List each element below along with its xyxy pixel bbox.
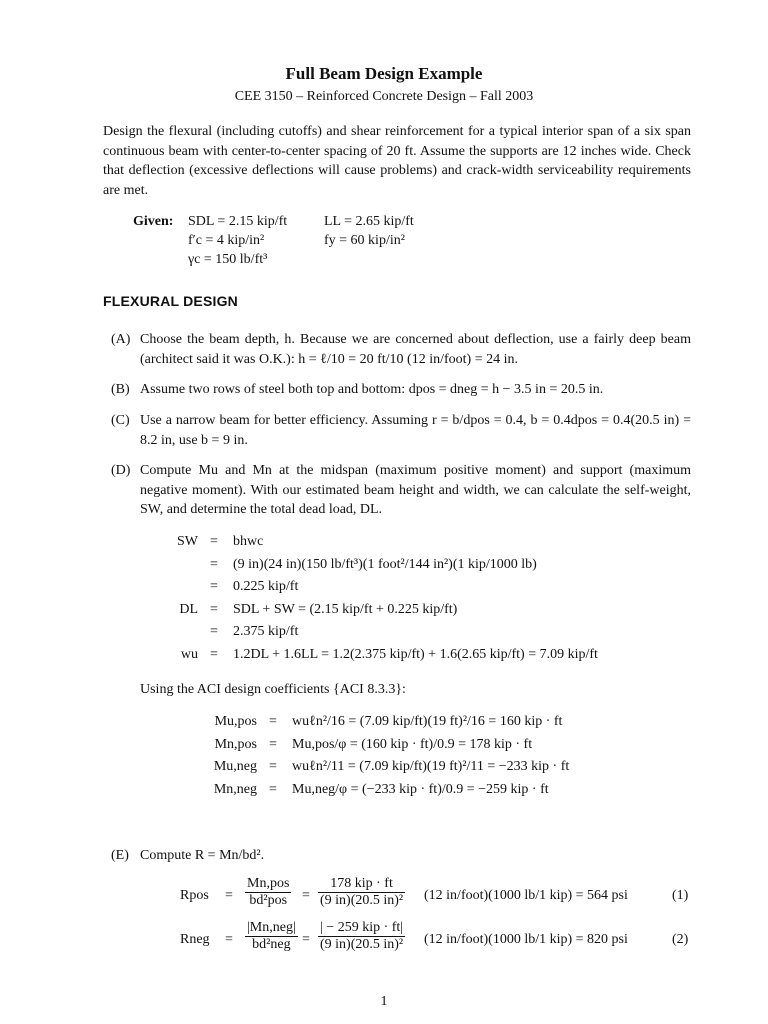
fraction-numerator: |Mn,neg| [247, 920, 296, 935]
equals-sign: = [210, 601, 218, 617]
document-title: Full Beam Design Example [285, 64, 483, 83]
equation-row [180, 779, 680, 802]
equation-rhs: wuℓn²/11 = (7.09 kip/ft)(19 ft)²/11 = −233 kip · ft [292, 759, 570, 775]
equation-lhs: Mn,neg [213, 781, 257, 797]
equation-rhs: Mu,pos/φ = (160 kip · ft)/0.9 = 178 kip · ft [292, 736, 533, 752]
fraction [245, 876, 291, 909]
equation-number: (1) [672, 888, 689, 903]
equals-sign: = [210, 579, 218, 595]
equals-sign: = [210, 646, 218, 662]
equation-row [180, 711, 680, 734]
section-heading: FLEXURAL DESIGN [103, 293, 238, 309]
equation-row [180, 734, 680, 757]
equation-row [140, 621, 700, 644]
fraction-denominator: (9 in)(20.5 in)² [320, 937, 404, 952]
fraction-numerator: | − 259 kip · ft| [318, 920, 405, 937]
step-e-text: Compute R = Mn/bd². [140, 848, 265, 863]
step-c [111, 411, 691, 450]
given-sdl: SDL = 2.15 kip/ft [188, 214, 288, 229]
equation-rhs: 2.375 kip/ft [233, 624, 299, 640]
given-fy: fy = 60 kip/in² [324, 233, 405, 248]
step-e [111, 846, 691, 866]
equation-row [140, 531, 700, 554]
equals-sign: = [269, 759, 277, 775]
fraction-denominator: bd²neg [252, 937, 291, 952]
given-fc: f′c = 4 kip/in² [188, 233, 265, 248]
fraction [245, 920, 298, 953]
equation-lhs: Rpos [180, 888, 209, 903]
equation-lhs: DL [179, 601, 198, 617]
step-b-text: Assume two rows of steel both top and bottom: dpos = dneg = h − 3.5 in = 20.5 in. [140, 382, 604, 397]
step-a-tag: (A) [111, 332, 131, 347]
given-gamma: γc = 150 lb/ft³ [188, 252, 268, 267]
step-a [111, 330, 691, 369]
equals-sign: = [225, 932, 233, 947]
moment-equations [180, 711, 680, 801]
equals-sign: = [269, 781, 277, 797]
equation-rhs: wuℓn²/16 = (7.09 kip/ft)(19 ft)²/16 = 160 kip · ft [292, 714, 563, 729]
equals-sign: = [225, 888, 233, 903]
dead-load-equations [140, 531, 700, 667]
given-block [133, 212, 453, 272]
equation-rhs: SDL + SW = (2.15 kip/ft + 0.225 kip/ft) [233, 601, 458, 617]
equals-sign: = [269, 736, 277, 752]
equation-row [140, 554, 700, 577]
equals-sign: = [210, 556, 218, 572]
equation-number: (2) [672, 932, 689, 947]
equation-lhs: SW [177, 534, 198, 549]
equals-sign: = [302, 932, 310, 947]
equation-rhs: 1.2DL + 1.6LL = 1.2(2.375 kip/ft) + 1.6(2.65 kip/ft) = 7.09 kip/ft [233, 646, 598, 662]
equation-lhs: Rneg [180, 932, 210, 947]
fraction [318, 920, 405, 953]
step-d [111, 461, 691, 520]
document-subtitle: CEE 3150 – Reinforced Concrete Design – Fall 2003 [234, 89, 534, 104]
fraction-denominator: (9 in)(20.5 in)² [320, 893, 404, 908]
equation-rhs: Mu,neg/φ = (−233 kip · ft)/0.9 = −259 kip · ft [292, 781, 549, 797]
equals-sign: = [302, 888, 310, 903]
equation-lhs: Mn,pos [214, 736, 257, 752]
equation-rhs: (9 in)(24 in)(150 lb/ft³)(1 foot²/144 in²)(1 kip/1000 lb) [233, 556, 537, 572]
equation-rhs: 0.225 kip/ft [233, 579, 299, 595]
equation-tail: (12 in/foot)(1000 lb/1 kip) = 820 psi [424, 932, 628, 947]
equals-sign: = [210, 624, 218, 640]
page-number: 1 [380, 994, 388, 1009]
fraction-denominator: bd²pos [249, 893, 288, 908]
fraction [318, 876, 405, 909]
equation-tail: (12 in/foot)(1000 lb/1 kip) = 564 psi [424, 888, 628, 903]
equals-sign: = [269, 714, 277, 729]
equation-rhs: bhwc [233, 534, 264, 549]
equation-row [140, 644, 700, 667]
equation-lhs: Mu,neg [213, 759, 257, 775]
step-c-tag: (C) [111, 413, 130, 428]
step-c-text: Use a narrow beam for better efficiency. Assuming r = b/dpos = 0.4, b = 0.4dpos = 0.4(20.5 in) = 8.2 in, use b = 9 in. [140, 413, 691, 448]
fraction-numerator: 178 kip · ft [318, 876, 405, 893]
equation-lhs: wu [180, 646, 198, 662]
step-e-tag: (E) [111, 848, 129, 863]
equation-lhs: Mu,pos [214, 714, 257, 729]
equation-row [180, 756, 680, 779]
fraction-numerator: Mn,pos [247, 876, 290, 891]
step-a-text: Choose the beam depth, h. Because we are concerned about deflection, use a fairly deep beam (architect said it was O.K.): h = ℓ/10 = 20 ft/10 (12 in/foot) = 24 in. [140, 332, 691, 367]
step-b-tag: (B) [111, 382, 130, 397]
equation-row [140, 576, 700, 599]
step-d-tag: (D) [111, 463, 131, 478]
aci-coefficients-text: Using the ACI design coefficients {ACI 8.3.3}: [140, 682, 406, 697]
given-ll: LL = 2.65 kip/ft [324, 214, 414, 229]
step-d-text: Compute Mu and Mn at the midspan (maximum positive moment) and support (maximum negative moment). With our estimated beam height and width, we can calculate the self-weight, SW, and determine the total dead load, DL. [140, 463, 691, 517]
given-label: Given: [133, 214, 174, 229]
problem-statement: Design the flexural (including cutoffs) and shear reinforcement for a typical interior span of a six span continuous beam with center-to-center spacing of 20 ft. Assume the supports are 12 inches wide. Check that deflection (excessive deflections will cause problems) and crack-width serviceability requirements are met. [103, 124, 691, 198]
equation-row [140, 599, 700, 622]
equals-sign: = [210, 534, 218, 549]
step-b [111, 380, 691, 400]
